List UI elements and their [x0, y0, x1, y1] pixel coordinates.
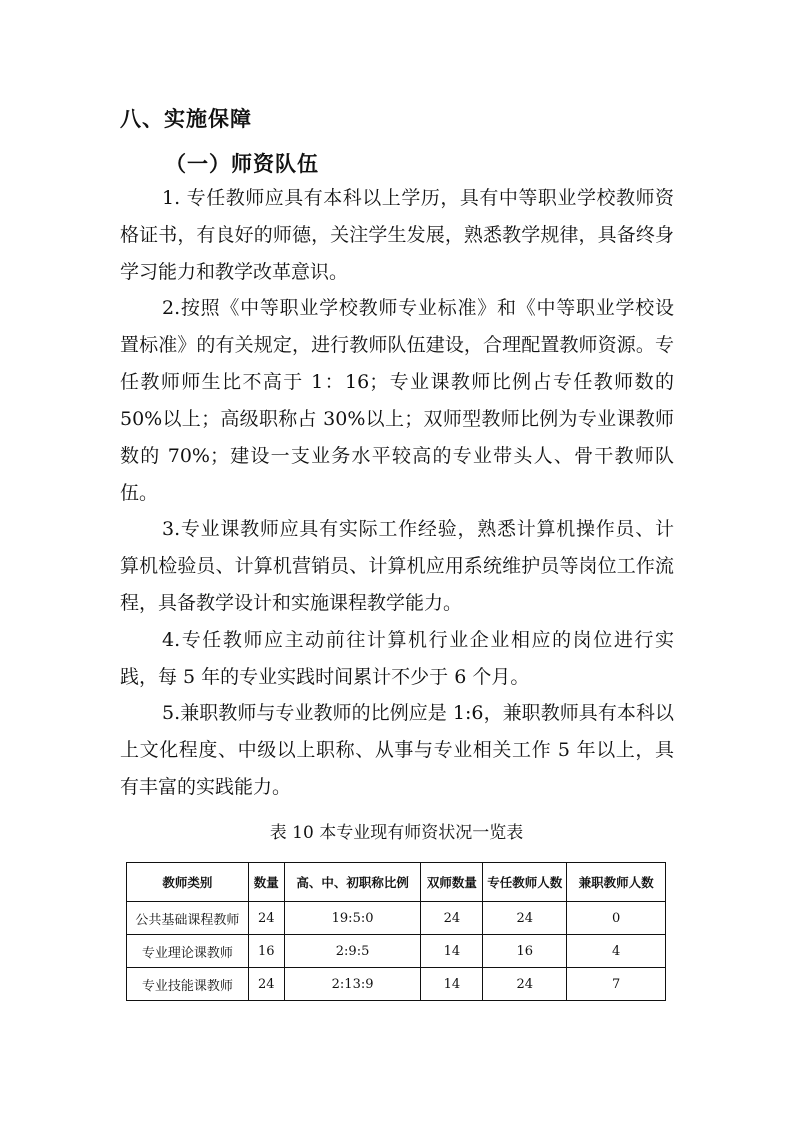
table-cell: 0 [567, 902, 666, 935]
header-title-ratio: 高、中、初职称比例 [284, 863, 421, 902]
table-caption: 表 10 本专业现有师资状况一览表 [269, 823, 524, 843]
table-cell: 24 [421, 902, 483, 935]
header-dual-teachers: 双师数量 [421, 863, 483, 902]
header-fulltime-teachers: 专任教师人数 [483, 863, 567, 902]
table-cell: 24 [248, 902, 284, 935]
table-cell: 14 [421, 935, 483, 968]
table-cell: 4 [567, 935, 666, 968]
table-cell: 专业理论课教师 [127, 935, 249, 968]
header-count: 数量 [248, 863, 284, 902]
table-cell: 2:9:5 [284, 935, 421, 968]
section-heading: 八、实施保障 [120, 107, 252, 131]
table-cell: 19:5:0 [284, 902, 421, 935]
paragraph-4: 4.专任教师应主动前往计算机行业企业相应的岗位进行实践，每 5 年的专业实践时间累计不少于 6 个月。 [120, 629, 674, 688]
table-cell: 专业技能课教师 [127, 968, 249, 1001]
table-row [127, 968, 666, 1001]
table-row [127, 902, 666, 935]
paragraph-2: 2.按照《中等职业学校教师专业标准》和《中等职业学校设置标准》的有关规定，进行教师队伍建设，合理配置教师资源。专任教师师生比不高于 1：16；专业课教师比例占专任教师数的 50%以上；高级职称占 30%以上；双师型教师比例为专业课教师数的 70%；建设一支业务水平较高的专业带头人、骨干教师队伍。 [120, 297, 674, 504]
paragraph-5: 5.兼职教师与专业教师的比例应是 1:6，兼职教师具有本科以上文化程度、中级以上职称、从事与专业相关工作 5 年以上，具有丰富的实践能力。 [120, 702, 674, 798]
table-cell: 公共基础课程教师 [127, 902, 249, 935]
table-cell: 24 [483, 968, 567, 1001]
table-cell: 16 [248, 935, 284, 968]
table-cell: 14 [421, 968, 483, 1001]
table-cell: 24 [483, 902, 567, 935]
subsection-heading: （一）师资队伍 [165, 152, 319, 176]
paragraph-3: 3.专业课教师应具有实际工作经验，熟悉计算机操作员、计算机检验员、计算机营销员、计算机应用系统维护员等岗位工作流程，具备教学设计和实施课程教学能力。 [120, 518, 674, 614]
table-cell: 7 [567, 968, 666, 1001]
table-header-row [127, 863, 666, 902]
header-parttime-teachers: 兼职教师人数 [567, 863, 666, 902]
table-row [127, 935, 666, 968]
header-teacher-type: 教师类别 [127, 863, 249, 902]
paragraph-1: 1. 专任教师应具有本科以上学历，具有中等职业学校教师资格证书，有良好的师德，关注学生发展，熟悉教学规律，具备终身学习能力和教学改革意识。 [120, 187, 674, 283]
staff-table [126, 862, 666, 1001]
table-cell: 2:13:9 [284, 968, 421, 1001]
table-cell: 24 [248, 968, 284, 1001]
table-cell: 16 [483, 935, 567, 968]
